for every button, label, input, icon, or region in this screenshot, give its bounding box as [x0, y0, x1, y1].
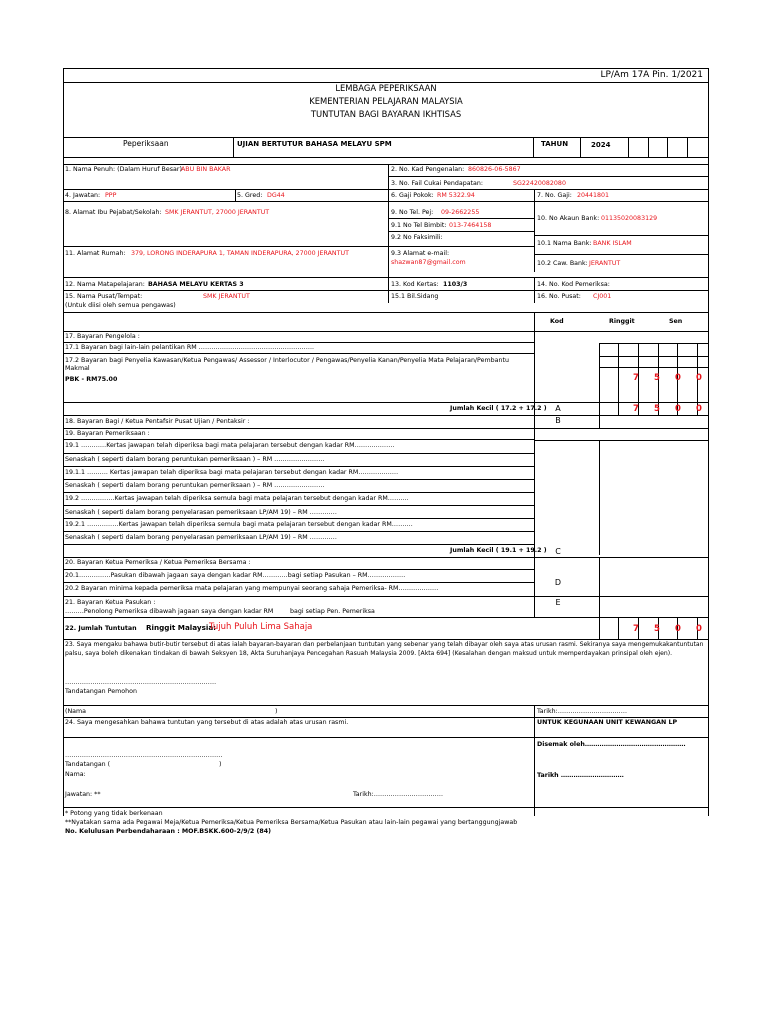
applicant-signature-label: Tandatangan Pemohon [65, 688, 137, 695]
centre-no-value[interactable]: CJ001 [593, 293, 612, 300]
centre-no-label: 16. No. Pusat: [537, 293, 581, 300]
applicant-name-label: (Nama [65, 708, 87, 715]
declaration-text: 23. Saya mengaku bahawa butir-butir tersebut di atas ialah bayaran-bayaran dan perbelanjaan tuntutan yang sebenar yang telah dibayar oleh saya atas urusan rasmi. Sekiranya saya mengemukakantuntutan [65, 641, 704, 648]
total-1[interactable]: 7 [633, 624, 639, 634]
claim-form [63, 68, 709, 844]
amount-a-1[interactable]: 7 [633, 404, 639, 414]
amount-r1-2[interactable]: 5 [654, 373, 660, 383]
salary-label: 6. Gaji Pokok: [391, 192, 434, 199]
s20-label: 20. Bayaran Ketua Pemeriksa / Ketua Pemeriksa Bersama : [65, 559, 251, 566]
s1911-copy: Senaskah ( seperti dalam borang peruntukan pemeriksaan ) – RM …………………… [65, 482, 325, 489]
header-line2: KEMENTERIAN PELAJARAN MALAYSIA [309, 96, 463, 106]
footnote-2: **Nyatakan sama ada Pegawai Meja/Ketua Pemeriksa/Ketua Pemeriksa Bersama/Ketua Pasukan atau lain-lain pegawai yang bertanggungjawab [65, 819, 518, 826]
home-address-label: 11. Alamat Rumah: [65, 250, 126, 257]
s191-copy: Senaskah ( seperti dalam borang peruntukan pemeriksaan ) – RM …………………… [65, 456, 325, 463]
amount-a-2[interactable]: 5 [654, 404, 660, 414]
position-label: 4. Jawatan: [65, 192, 101, 199]
pbk-rate: PBK - RM75.00 [65, 376, 118, 383]
bank-branch-value[interactable]: JERANTUT [589, 260, 621, 267]
amount-a-4[interactable]: 0 [696, 404, 702, 414]
tel-office-label: 9. No Tel. Pej: [391, 209, 434, 216]
s21-detail: ………Penolong Pemeriksa dibawah jagaan saya dengan kadar RM [65, 608, 274, 615]
s1911-label: 19.1.1 ………. Kertas jawapan telah diperiksa bagi mata pelajaran tersebut dengan kadar RM………………. [65, 469, 399, 476]
ic-value[interactable]: 860826-06-5867 [468, 166, 521, 173]
subtotal-c-label: Jumlah Kecil ( 19.1 + 19.2 ) [450, 547, 547, 554]
grade-label: 5. Gred: [237, 192, 263, 199]
s202-label: 20.2 Bayaran minima kepada pemeriksa mata pelajaran yang mempunyai seorang sahaja Pemeriksa- RM………………. [65, 585, 439, 592]
s19-label: 19. Bayaran Pemeriksaan : [65, 430, 150, 437]
exam-value[interactable]: UJIAN BERTUTUR BAHASA MELAYU SPM [237, 140, 392, 148]
ringgit-malaysia-label: Ringgit Malaysia: [146, 623, 217, 632]
total-label: 22. Jumlah Tuntutan [65, 625, 137, 632]
header-line1: LEMBAGA PEPERIKSAAN [335, 83, 437, 93]
certifier-signature-label: Tandatangan ( [65, 761, 111, 768]
form-code: LP/Am 17A Pin. 1/2021 [600, 70, 703, 80]
s17-label: 17. Bayaran Pengelola : [65, 333, 140, 340]
checked-by[interactable]: Disemak oleh………………………………………… [537, 741, 686, 748]
centre-note: (Untuk diisi oleh semua pengawas) [65, 302, 176, 309]
exam-label: Peperiksaan [123, 139, 169, 148]
pay-no-value[interactable]: 20441801 [577, 192, 610, 199]
salary-value[interactable]: RM 5322.94 [437, 192, 475, 199]
s1921-label: 19.2.1 ……………Kertas jawapan telah diperiksa semula bagi mata pelajaran tersebut dengan kadar RM………. [65, 521, 413, 528]
mobile-value[interactable]: 013-7464158 [449, 222, 492, 229]
col-sen: Sen [669, 318, 683, 325]
s171-label: 17.1 Bayaran bagi lain-lain pelantikan RM ………………………………………………. [65, 344, 315, 351]
office-value[interactable]: SMK JERANTUT, 27000 JERANTUT [165, 209, 270, 216]
s192-label: 19.2 …………….Kertas jawapan telah diperiksa semula bagi mata pelajaran tersebut dengan kadar RM………. [65, 495, 409, 502]
subject-label: 12. Nama Matapelajaran: [65, 281, 145, 288]
s192-copy: Senaskah ( seperti dalam borang penyelarasan pemeriksaan LP/AM 19) – RM …………. [65, 509, 337, 516]
year-label: TAHUN [541, 140, 569, 148]
bank-acc-label: 10. No Akaun Bank: [537, 215, 600, 222]
amount-r1-3[interactable]: 0 [675, 373, 681, 383]
total-4[interactable]: 0 [696, 624, 702, 634]
s172-label: 17.2 Bayaran bagi Penyelia Kawasan/Ketua Pengawas/ Assessor / Interlocutor / Pengawas/Penyelia Kanan/Penyelia Mata Pelajaran/Pembantu [65, 357, 509, 364]
grade-value[interactable]: DG44 [267, 192, 285, 199]
total-2[interactable]: 5 [654, 624, 660, 634]
subtotal-a-label: Jumlah Kecil ( 17.2 + 17.2 ) [450, 405, 547, 412]
bank-name-label: 10.1 Nama Bank: [537, 240, 592, 247]
code-a: A [555, 404, 561, 413]
paper-code-label: 13. Kod Kertas: [391, 281, 439, 288]
centre-name-label: 15. Nama Pusat/Tempat: [65, 293, 143, 300]
signature-line[interactable]: ……………………………………………………………… [65, 679, 217, 686]
s172-label-cont: Makmal [65, 365, 90, 372]
footnote-1: * Potong yang tidak berkenaan [65, 810, 163, 817]
amount-in-words[interactable]: Tujuh Puluh Lima Sahaja [209, 622, 313, 632]
certifier-date[interactable]: Tarikh:…………………………… [353, 791, 444, 798]
pay-no-label: 7. No. Gaji: [537, 192, 572, 199]
total-3[interactable]: 0 [675, 624, 681, 634]
amount-a-3[interactable]: 0 [675, 404, 681, 414]
home-address-value[interactable]: 379, LORONG INDERAPURA 1, TAMAN INDERAPURA, 27000 JERANTUT [131, 250, 349, 257]
code-c: C [555, 547, 561, 556]
ic-label: 2. No. Kad Pengenalan: [391, 166, 465, 173]
email-label: 9.3 Alamat e-mail: [391, 250, 450, 257]
code-e: E [555, 598, 561, 607]
amount-r1-4[interactable]: 0 [696, 373, 702, 383]
col-kod: Kod [550, 318, 564, 325]
certifier-signature-close: ) [219, 761, 222, 768]
form-header [63, 82, 709, 121]
name-value[interactable]: ABU BIN BAKAR [181, 166, 231, 173]
code-b: B [555, 416, 561, 425]
s21-label: 21. Bayaran Ketua Pasukan : [65, 599, 156, 606]
paper-code-value[interactable]: 1103/3 [443, 281, 468, 288]
header-line3: TUNTUTAN BAGI BAYARAN IKHTISAS [310, 109, 462, 119]
bank-acc-value[interactable]: 01135020083129 [601, 215, 658, 222]
tax-value[interactable]: SG22420082080 [513, 180, 566, 187]
examiner-code-label: 14. No. Kod Pemeriksa: [537, 281, 610, 288]
certifier-signature-line[interactable]: ………………………………………………………………… [65, 752, 223, 759]
finance-date[interactable]: Tarikh ………………………… [537, 772, 624, 779]
year-value[interactable]: 2024 [591, 141, 611, 149]
bank-name-value[interactable]: BANK ISLAM [593, 240, 632, 247]
certifier-name-label: Nama: [65, 771, 86, 778]
centre-name-value[interactable]: SMK JERANTUT [203, 293, 250, 300]
certifier-position-label: Jawatan: ** [65, 791, 101, 798]
s21-detail-tail: bagi setiap Pen. Pemeriksa [290, 608, 375, 615]
tel-office-value[interactable]: 09-2662255 [441, 209, 480, 216]
applicant-name-close: ) [275, 708, 278, 715]
declaration-text-2: palsu, saya boleh dikenakan tindakan di bawah Seksyen 18, Akta Suruhanjaya Pencegahan Rasuah Malaysia 2009. [Akta 694] (Kesalahan dengan maksud untuk memperdayakan prinsipal oleh ejen). [65, 650, 673, 657]
certification-text: 24. Saya mengesahkan bahawa tuntutan yang tersebut di atas adalah atas urusan rasmi. [65, 719, 349, 726]
subject-value[interactable]: BAHASA MELAYU KERTAS 3 [148, 281, 244, 288]
name-label: 1. Nama Penuh: (Dalam Huruf Besar) [65, 166, 182, 173]
bank-branch-label: 10.2 Caw. Bank: [537, 260, 588, 267]
code-d: D [554, 578, 562, 587]
email-value[interactable]: shazwan87@gmail.com [391, 259, 466, 266]
fax-label: 9.2 No Faksimili: [391, 234, 443, 241]
mobile-label: 9.1 No Tel Bimbit: [391, 222, 447, 229]
s191-label: 19.1 …………Kertas jawapan telah diperiksa bagi mata pelajaran tersebut dengan kadar RM………………. [65, 442, 395, 449]
amount-r1-1[interactable]: 7 [633, 373, 639, 383]
col-ringgit: Ringgit [609, 318, 635, 325]
applicant-date[interactable]: Tarikh:…………………………… [537, 708, 628, 715]
s201-label: 20.1……………Pasukan dibawah jagaan saya dengan kadar RM…………bagi setiap Pasukan – RM……………… [65, 572, 406, 579]
s18-label: 18. Bayaran Bagi / Ketua Pentafsir Pusat Ujian / Pentaksir : [65, 418, 250, 425]
tax-label: 3. No. Fail Cukai Pendapatan: [391, 180, 483, 187]
s1921-copy: Senaskah ( seperti dalam borang penyelarasan pemeriksaan LP/AM 19) – RM …………. [65, 534, 337, 541]
finance-unit-label: UNTUK KEGUNAAN UNIT KEWANGAN LP [537, 719, 678, 726]
session-label: 15.1 Bil.Sidang [391, 293, 439, 300]
position-value[interactable]: PPP [105, 192, 117, 199]
office-label: 8. Alamat Ibu Pejabat/Sekolah: [65, 209, 162, 216]
treasury-approval: No. Kelulusan Perbendaharaan : MOF.BSKK.600-2/9/2 (84) [65, 828, 271, 835]
